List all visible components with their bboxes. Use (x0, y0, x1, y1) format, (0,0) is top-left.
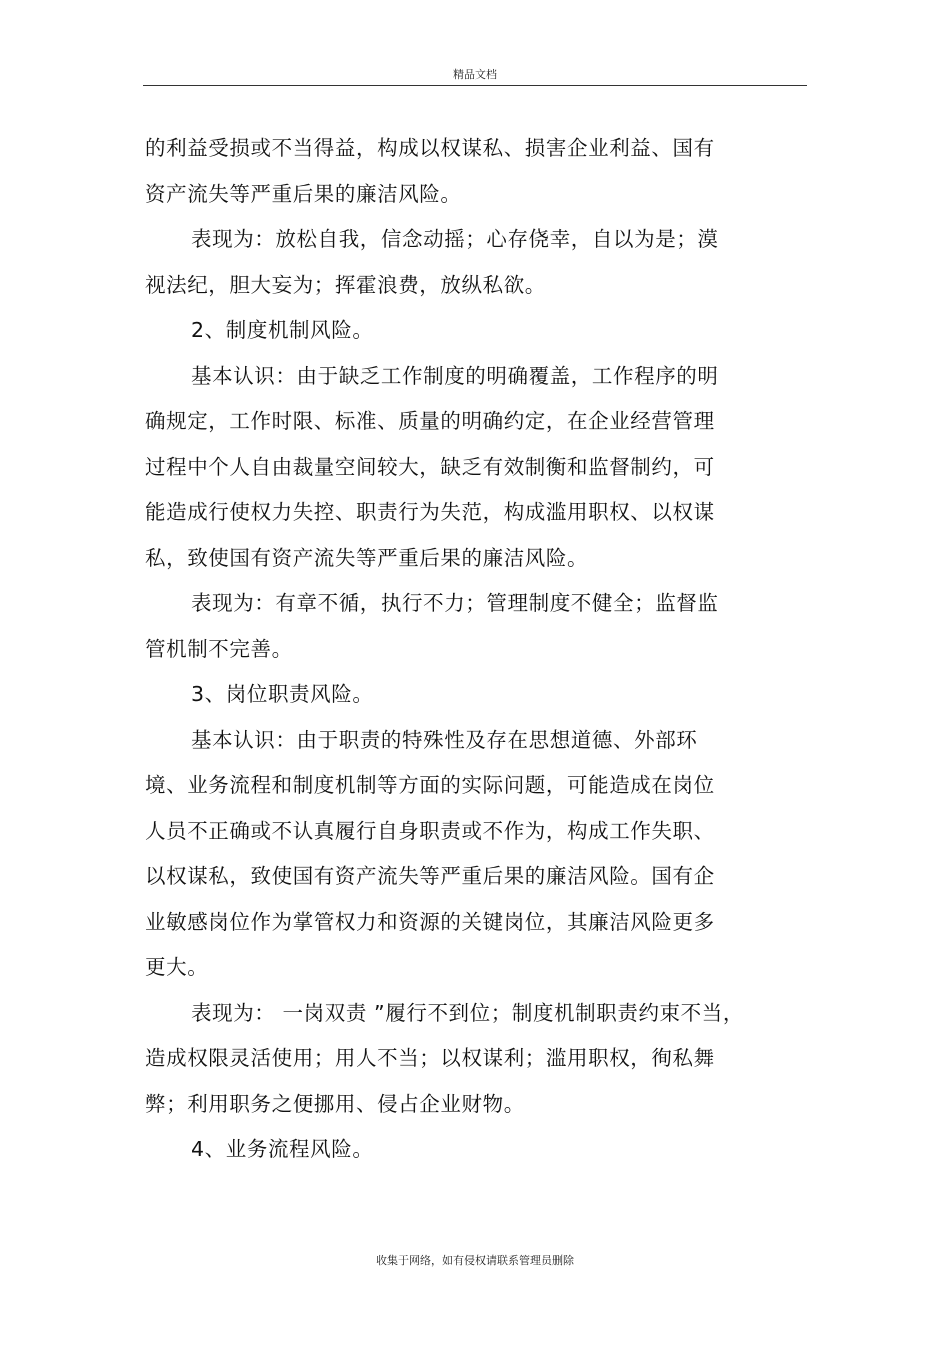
text-line: 造成权限灵活使用；用人不当；以权谋利；滥用职权，徇私舞 (145, 1046, 715, 1070)
text-line: 的利益受损或不当得益，构成以权谋私、损害企业利益、国有 (145, 136, 715, 160)
page-footer: 收集于网络，如有侵权请联系管理员删除 (376, 1254, 574, 1267)
text-line: 私，致使国有资产流失等严重后果的廉洁风险。 (145, 545, 589, 570)
page-header: 精品文档 (453, 68, 497, 81)
header-divider (143, 85, 807, 86)
section-heading: 3、岗位职责风险。 (191, 682, 374, 706)
text-line: 管机制不完善。 (145, 636, 293, 661)
text-line: 基本认识：由于缺乏工作制度的明确覆盖，工作程序的明 (191, 363, 719, 388)
text-line: 业敏感岗位作为掌管权力和资源的关键岗位，其廉洁风险更多 (145, 909, 715, 934)
text-line: 过程中个人自由裁量空间较大，缺乏有效制衡和监督制约，可 (145, 454, 715, 479)
text-line: 以权谋私，致使国有资产流失等严重后果的廉洁风险。国有企 (145, 864, 715, 888)
text-line: 能造成行使权力失控、职责行为失范，构成滥用职权、以权谋 (145, 500, 715, 524)
text-line: 资产流失等严重后果的廉洁风险。 (145, 181, 462, 206)
section-heading: 4、业务流程风险。 (191, 1137, 374, 1161)
text-line: 表现为：有章不循，执行不力；管理制度不健全；监督监 (191, 591, 719, 615)
text-line: 视法纪，胆大妄为；挥霍浪费，放纵私欲。 (145, 272, 546, 297)
section-heading: 2、制度机制风险。 (191, 318, 374, 342)
text-line: 更大。 (145, 955, 209, 979)
text-line: 人员不正确或不认真履行自身职责或不作为，构成工作失职、 (145, 818, 715, 843)
text-line: 确规定，工作时限、标准、质量的明确约定，在企业经营管理 (145, 409, 715, 433)
text-line: 表现为： 一岗双责 ”履行不到位；制度机制职责约束不当， (191, 1000, 744, 1025)
text-line: 境、业务流程和制度机制等方面的实际问题，可能造成在岗位 (145, 773, 715, 797)
document-body (145, 126, 755, 1173)
text-line: 基本认识：由于职责的特殊性及存在思想道德、外部环 (191, 727, 698, 752)
text-line: 弊；利用职务之便挪用、侵占企业财物。 (145, 1091, 525, 1116)
text-line: 表现为：放松自我，信念动摇；心存侥幸，自以为是；漠 (191, 227, 719, 251)
